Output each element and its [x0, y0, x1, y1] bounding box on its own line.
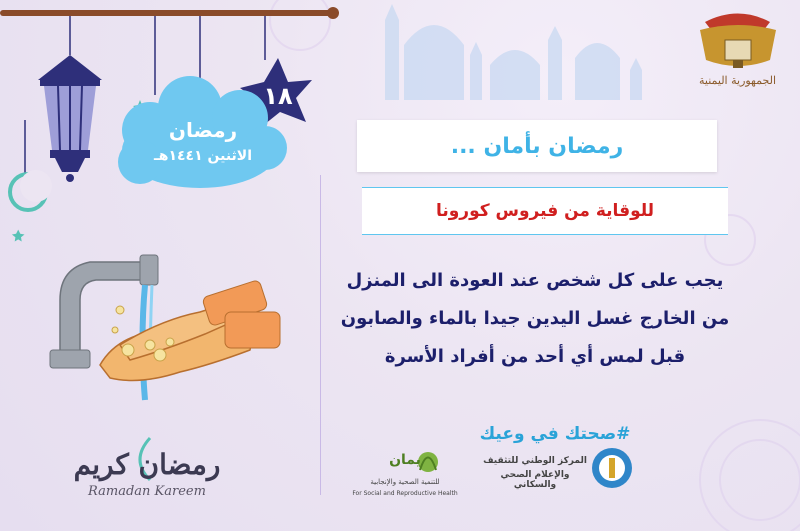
section-divider: [320, 175, 321, 495]
yaman-subtitle-ar: للتنمية الصحية والإنجابية: [370, 478, 440, 486]
yaman-logo: [380, 452, 430, 468]
date-month: رمضان: [168, 118, 238, 142]
yaman-subtitle-en: For Social and Reproductive Health: [352, 490, 458, 497]
advice-line: يجب على كل شخص عند العودة الى المنزل: [346, 270, 724, 291]
campaign-subtitle: للوقاية من فيروس كورونا: [362, 187, 728, 235]
crescent-moon-icon: [10, 170, 52, 210]
date-weekday-year: الاثنين ١٤٤١هـ: [153, 148, 253, 164]
yaman-name: يمان: [389, 452, 421, 468]
advice-text: [340, 262, 730, 376]
center-name-line2: والإعلام الصحي والسكاني: [500, 470, 570, 490]
emblem-caption: الجمهورية اليمنية: [698, 74, 776, 87]
hashtag: #صحتك في وعيك: [479, 424, 631, 444]
health-center-logo-icon: [592, 448, 632, 488]
lantern-icon: [38, 55, 102, 182]
mosque-silhouette: [385, 4, 642, 100]
center-name-line1: المركز الوطني للتثقيف: [483, 456, 587, 466]
campaign-title: رمضان بأمان ...: [357, 120, 717, 172]
yemen-emblem-icon: [700, 14, 776, 69]
date-day-number: ١٨: [263, 82, 293, 110]
hanging-rod: [0, 10, 335, 16]
advice-line: من الخارج غسل اليدين جيدا بالماء والصابون: [340, 308, 730, 329]
handwashing-illustration: [50, 255, 280, 400]
ramadan-greeting: رمضان كريم: [73, 448, 221, 481]
advice-line: قبل لمس أي أحد من أفراد الأسرة: [384, 346, 686, 367]
ramadan-greeting-english: Ramadan Kareem: [88, 484, 206, 499]
